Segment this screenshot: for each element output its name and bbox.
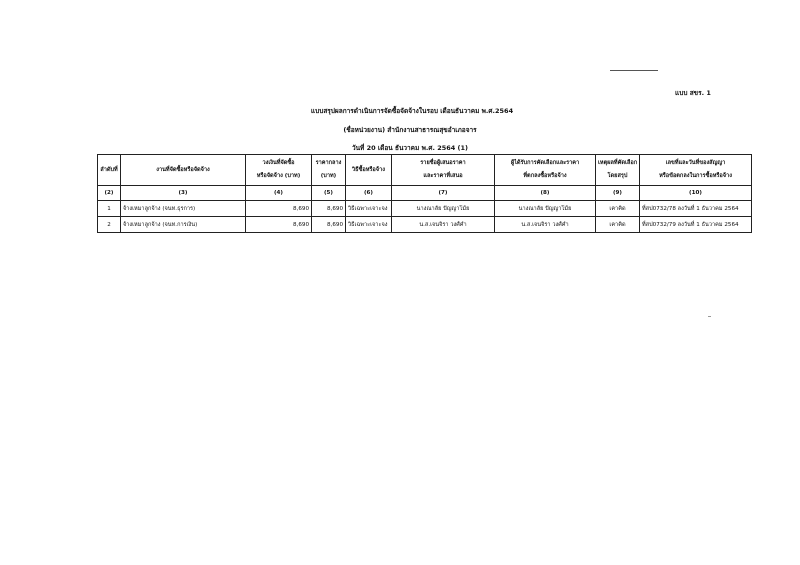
cell-bidders: น.ส.เจนจิรา วงศ์คำ [392,217,495,233]
column-number: (9) [596,186,640,201]
col-header-bidders: รายชื่อผู้เสนอราคา และราคาที่เสนอ [392,155,495,186]
agency-name: (ชื่อหน่วยงาน) สำนักงานสาธารณสุขอำเภอจาร [343,126,477,134]
form-code: แบบ สขร. 1 [675,89,711,97]
cell-no: 2 [98,217,121,233]
col-header-contract: เลขที่และวันที่ของสัญญา หรือข้อตกลงในการซื้อหรือจ้าง [640,155,752,186]
cell-contract: ที่สป0732/79 ลงวันที่ 1 ธันวาคม 2564 [640,217,752,233]
column-number: (5) [312,186,346,201]
date-line: วันที่ 20 เดือน ธันวาคม พ.ศ. 2564 (1) [351,144,469,152]
table-row [98,217,752,233]
column-number: (7) [392,186,495,201]
document-title: แบบสรุปผลการดำเนินการจัดซื้อจัดจ้างในรอบ เดือนธันวาคม พ.ศ.2564 [310,107,514,115]
col-header-work: งานที่จัดซื้อหรือจัดจ้าง [121,155,246,186]
column-number-row [98,186,752,201]
column-number: (4) [246,186,312,201]
table-header-row [98,155,752,186]
cell-work: จ้างเหมาลูกจ้าง (จนท.การเงิน) [121,217,246,233]
column-number: (6) [346,186,392,201]
table-row [98,201,752,217]
procurement-summary-table [97,154,752,233]
cell-reason: เคาคิด [596,201,640,217]
column-number: (10) [640,186,752,201]
cell-bidders: นางณาลัย ปัญญาโม้ย [392,201,495,217]
column-number: (2) [98,186,121,201]
cell-winner: น.ส.เจนจิรา วงศ์คำ [495,217,596,233]
col-header-method: วิธีซื้อหรือจ้าง [346,155,392,186]
cell-method: วิธีเฉพาะเจาะจง [346,201,392,217]
cell-work: จ้างเหมาลูกจ้าง (จนท.ธุรการ) [121,201,246,217]
cell-median-price: 8,690 [312,217,346,233]
cell-budget: 8,690 [246,217,312,233]
cell-reason: เคาคิด [596,217,640,233]
col-header-median-price: ราคากลาง (บาท) [312,155,346,186]
cell-contract: ที่สป0732/78 ลงวันที่ 1 ธันวาคม 2564 [640,201,752,217]
scan-speck [708,316,711,317]
column-number: (8) [495,186,596,201]
cell-method: วิธีเฉพาะเจาะจง [346,217,392,233]
cell-no: 1 [98,201,121,217]
cell-median-price: 8,690 [312,201,346,217]
cell-budget: 8,690 [246,201,312,217]
col-header-budget: วงเงินที่จัดซื้อ หรือจัดจ้าง (บาท) [246,155,312,186]
column-number: (3) [121,186,246,201]
col-header-reason: เหตุผลที่คัดเลือก โดยสรุป [596,155,640,186]
top-right-rule [610,70,658,71]
col-header-winner: ผู้ได้รับการคัดเลือกและราคา ที่ตกลงซื้อหรือจ้าง [495,155,596,186]
col-header-no: ลำดับที่ [98,155,121,186]
cell-winner: นางณาลัย ปัญญาโม้ย [495,201,596,217]
